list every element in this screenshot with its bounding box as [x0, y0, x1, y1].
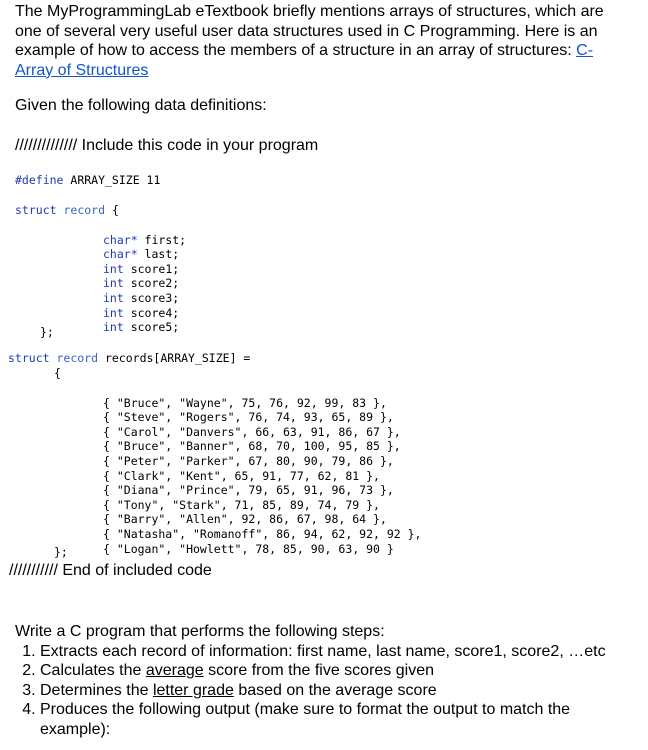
define-keyword: #define [15, 173, 64, 187]
field-line [103, 276, 186, 291]
field-type: char* [103, 232, 138, 247]
step-text: Produces the following output (make sure to format the output to match the example): [40, 701, 571, 738]
record-row: { "Peter", "Parker", 67, 80, 90, 79, 86 }, [103, 453, 394, 468]
record-row: { "Diana", "Prince", 79, 65, 91, 96, 73 }, [103, 483, 394, 498]
task-step [40, 661, 635, 681]
records-declaration-rest: records[ARRAY_SIZE] = [98, 351, 251, 365]
field-name: first; [137, 232, 187, 247]
field-name: score3; [123, 290, 180, 305]
record-row: { "Steve", "Rogers", 76, 74, 93, 65, 89 }, [103, 410, 394, 425]
record-row: { "Barry", "Allen", 92, 86, 67, 98, 64 }, [103, 512, 387, 527]
field-line [103, 233, 186, 248]
struct-close-brace: }; [40, 325, 54, 339]
field-type: int [103, 290, 124, 305]
task-intro: Write a C program that performs the following steps: [15, 623, 385, 640]
record-row: { "Natasha", "Romanoff", 86, 94, 62, 92, 92 }, [103, 526, 422, 541]
record-row: { "Tony", "Stark", 71, 85, 89, 74, 79 }, [103, 497, 380, 512]
field-type: int [103, 305, 124, 320]
struct-open-brace: { [105, 203, 119, 217]
record-row: { "Logan", "Howlett", 78, 85, 90, 63, 90 } [103, 541, 394, 556]
given-heading: Given the following data definitions: [15, 97, 267, 114]
field-type: char* [103, 247, 138, 262]
step-text: Determines the [40, 681, 153, 699]
record-row: { "Carol", "Danvers", 66, 63, 91, 86, 67 }, [103, 424, 401, 439]
intro-paragraph [15, 2, 615, 80]
intro-text: The MyProgrammingLab eTextbook briefly mentions arrays of structures, which are one of several very useful user data structures used in C Programming. Here is an example of how to access the members of a structure in an array of structures: [15, 3, 604, 59]
struct-keyword: struct [15, 203, 57, 217]
step-underlined: average [145, 662, 204, 680]
struct-keyword: struct [8, 351, 50, 365]
record-keyword: record [56, 351, 99, 365]
field-line [103, 247, 186, 262]
field-line [103, 320, 186, 335]
define-line [15, 173, 160, 188]
end-comment: /////////// End of included code [9, 562, 212, 579]
struct-declaration [15, 203, 119, 218]
field-type: int [103, 320, 124, 335]
record-row: { "Bruce", "Banner", 68, 70, 100, 95, 85 }, [103, 439, 401, 454]
task-step [40, 681, 635, 701]
struct-fields [103, 218, 186, 349]
step-text: score from the five scores given [203, 662, 434, 680]
field-name: score5; [123, 320, 180, 335]
task-steps [15, 642, 635, 740]
array-of-structures-link[interactable]: C-Array of Structures [15, 42, 594, 79]
field-type: int [103, 261, 124, 276]
record-keyword: record [63, 203, 106, 217]
field-line [103, 291, 186, 306]
field-line [103, 306, 186, 321]
step-underlined: letter grade [152, 681, 234, 699]
step-text: Extracts each record of information: first name, last name, score1, score2, …etc [40, 642, 606, 660]
step-text: Calculates the [40, 662, 146, 680]
records-initializer [103, 381, 422, 571]
field-name: last; [137, 247, 180, 262]
records-declaration [8, 351, 250, 366]
step-text: based on the average score [233, 681, 437, 699]
field-name: score1; [123, 261, 180, 276]
field-name: score2; [123, 276, 180, 291]
record-row: { "Clark", "Kent", 65, 91, 77, 62, 81 }, [103, 468, 380, 483]
records-close-brace: }; [54, 545, 68, 559]
task-step [40, 642, 635, 662]
record-row: { "Bruce", "Wayne", 75, 76, 92, 99, 83 }, [103, 395, 387, 410]
records-open-brace: { [54, 366, 61, 380]
task-section [15, 622, 635, 740]
field-name: score4; [123, 305, 180, 320]
define-rest: ARRAY_SIZE 11 [63, 173, 161, 187]
include-comment: ////////////// Include this code in your program [15, 137, 319, 154]
field-line [103, 262, 186, 277]
task-step [40, 700, 635, 739]
field-type: int [103, 276, 124, 291]
